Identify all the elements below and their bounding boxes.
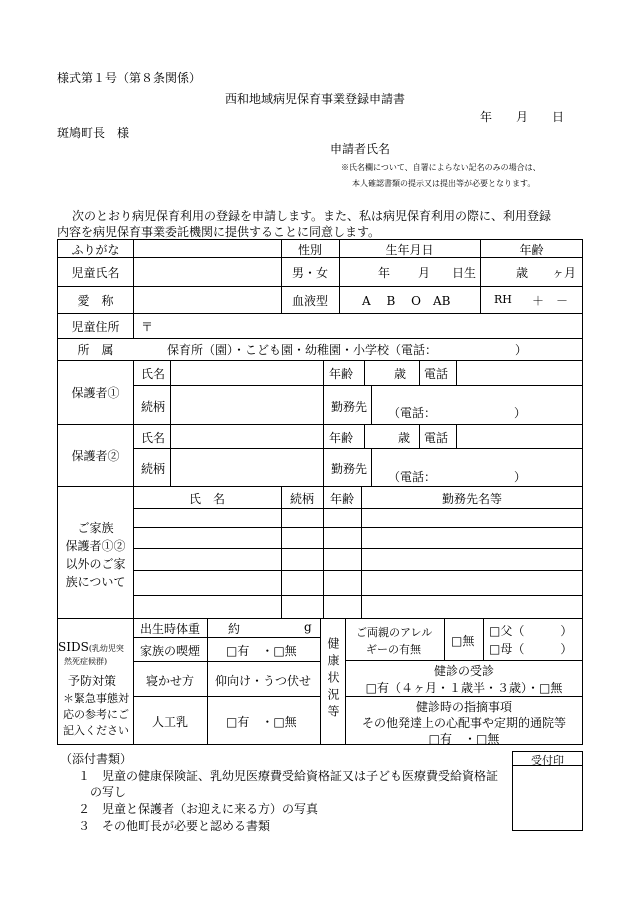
sids-label-3: 予防対策 [68,674,117,688]
note-line-1: ※氏名欄について、自署によらない記名のみの場合は、 [341,163,541,172]
guardian2-name-label: 氏名 [141,431,166,445]
guardian1-name-label: 氏名 [141,367,166,381]
birth-month: 月 [418,266,431,280]
allergy-none-option[interactable]: □無 [451,634,475,648]
birth-weight-label: 出生時体重 [139,622,200,636]
health-status-label: 健康状況等 [326,637,340,722]
checkup-notes-label-2: その他発達上の心配事や定期的通院等 [361,716,566,730]
family-label-1: ご家族 [77,521,114,535]
guardian2-phone-label: 電話 [424,431,449,445]
birth-weight-unit: g [304,620,312,634]
guardian1-workplace-label: 勤務先 [331,400,368,414]
family-age-header: 年齢 [329,492,354,506]
gender-header: 性別 [297,243,322,257]
intro-line-1: 次のとおり病児保育利用の登録を申請します。また、私は病児保育利用の際に、利用登録 [72,209,552,223]
attachment-item-1-cont: の写し [90,785,127,799]
guardian2-relation-label: 続柄 [141,462,166,476]
birthdate-header: 生年月日 [385,243,434,257]
guardian1-years-unit: 歳 [394,367,407,381]
gender-options[interactable]: 男・女 [291,266,328,280]
guardian2-label: 保護者② [71,449,120,463]
age-years: 歳 [516,266,529,280]
postal-mark: 〒 [141,320,154,334]
rh-label: RH [494,293,512,306]
smoking-label: 家族の喫煙 [139,644,200,658]
child-name-label: 児童氏名 [71,266,120,280]
blood-type-label: 血液型 [291,294,328,308]
checkup-options[interactable]: □有（４ヶ月・１歳半・３歳）・□無 [365,681,563,695]
sids-label-1: SIDS(乳幼児突 [58,640,124,654]
guardian2-work-phone: （電話： ） [388,470,527,484]
smoking-options[interactable]: □有 ・□無 [226,644,297,658]
blood-type-options[interactable]: A B O AB [362,294,451,308]
sids-label-4: ＊緊急事態対 [63,692,129,705]
sids-label-2: 然死症候群) [64,657,108,666]
age-months: ヶ月 [552,266,577,280]
sids-label-6: 記入ください [63,724,129,737]
formula-options[interactable]: □有 ・□無 [226,715,297,729]
checkup-notes-options[interactable]: □有 ・□無 [428,732,500,746]
checkup-label: 健診の受診 [433,664,494,678]
birth-year: 年 [378,266,391,280]
family-label-2: 保護者①② [65,539,126,553]
guardian1-phone-label: 電話 [424,367,449,381]
guardian1-age-label: 年齢 [329,367,354,381]
sids-label-5: 応の参考にご [63,708,129,721]
form-number: 様式第１号（第８条関係） [57,71,202,85]
family-label-3: 以外のご家 [65,557,126,571]
family-work-header: 勤務先名等 [441,492,502,506]
note-line-2: 本人確認書類の提示又は提出等が必要となります。 [352,179,536,188]
attachment-item-1: １ 児童の健康保険証、乳幼児医療費受給資格証又は子ども医療費受給資格証 [78,769,499,783]
receipt-stamp-label: 受付印 [531,754,564,767]
family-label-4: 族について [65,575,126,589]
formula-label: 人工乳 [151,715,188,729]
allergy-label-2: ギーの有無 [366,643,421,656]
applicant-name-label: 申請者氏名 [330,142,391,156]
allergy-father-option[interactable]: □父（ ） [489,624,573,638]
date-field[interactable]: 年 月 日 [480,110,565,124]
attachment-item-2: ２ 児童と保護者（お迎えに来る方）の写真 [78,802,319,816]
sleep-position-options[interactable]: 仰向け・うつ伏せ [215,674,312,688]
allergy-label-1: ご両親のアレル [356,626,433,639]
allergy-mother-option[interactable]: □母（ ） [489,642,573,656]
checkup-notes-label-1: 健診時の指摘事項 [415,700,512,714]
family-name-header: 氏 名 [188,492,225,506]
attachment-item-3: ３ その他町長が必要と認める書類 [78,819,271,833]
addressee: 斑鳩町長 様 [57,126,130,140]
affiliation-options[interactable]: 保育所（園）・こども園・幼稚園・小学校（電話： ） [167,343,528,357]
guardian2-workplace-label: 勤務先 [331,462,368,476]
age-header: 年齢 [519,243,544,257]
guardian1-label: 保護者① [71,386,120,400]
guardian2-age-label: 年齢 [329,431,354,445]
family-relation-header: 続柄 [289,492,314,506]
guardian2-years-unit: 歳 [398,431,411,445]
attachments-heading: （添付書類） [60,752,133,766]
furigana-label: ふりがな [71,243,120,257]
sleep-position-label: 寝かせ方 [145,674,194,688]
birth-day: 日生 [452,266,477,280]
rh-options[interactable]: ＋ － [532,294,569,308]
address-label: 児童住所 [71,320,120,334]
birth-weight-approx: 約 [228,622,241,636]
guardian1-work-phone: （電話： ） [388,406,527,420]
affiliation-label: 所 属 [77,343,114,357]
guardian1-relation-label: 続柄 [141,400,166,414]
form-title: 西和地域病児保育事業登録申請書 [224,92,405,106]
nickname-label: 愛 称 [77,294,114,308]
intro-line-2: 内容を病児保育事業委託機関に提供することに同意します。 [57,225,381,239]
